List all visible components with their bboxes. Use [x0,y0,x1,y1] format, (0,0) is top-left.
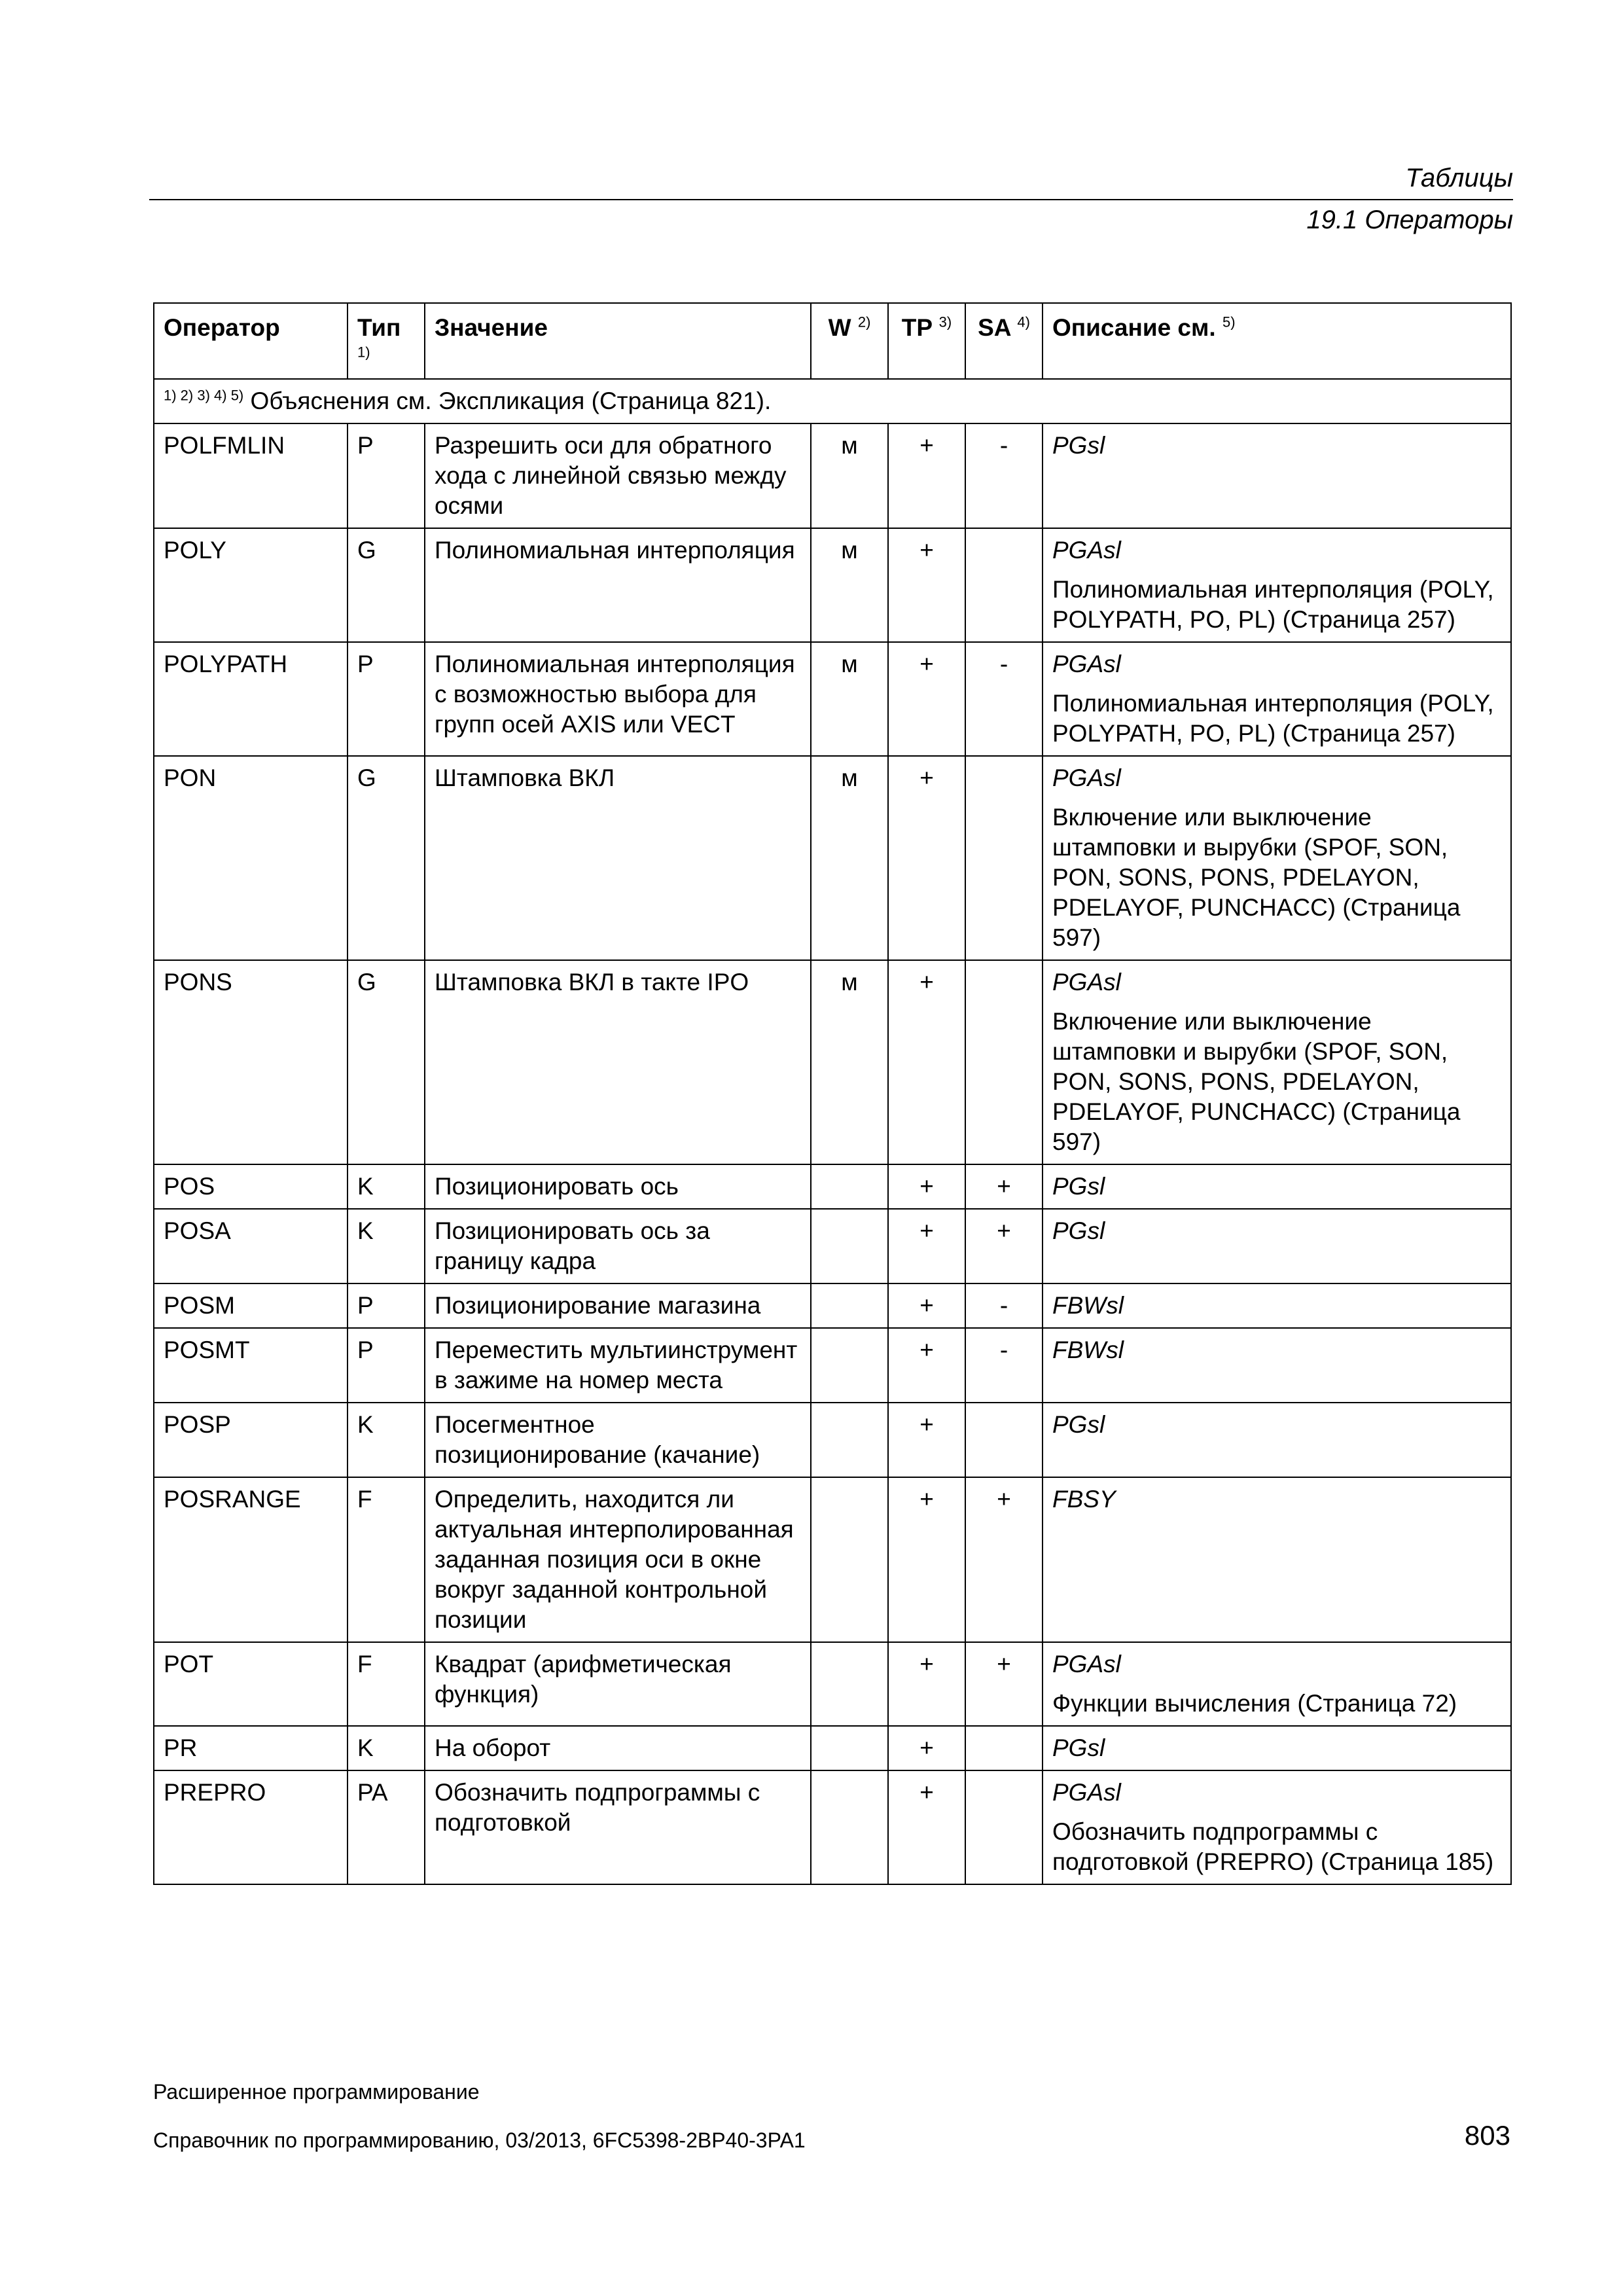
cell-w [811,1477,888,1642]
footer-manual-info: Справочник по программированию, 03/2013, 6FC5398-2BP40-3PA1 [153,2128,806,2152]
cell-description [1043,1770,1511,1884]
description-detail-link[interactable]: Обозначить подпрограммы с подготовкой (PREPRO) (Страница 185) [1052,1818,1494,1875]
table-row [154,1642,1511,1726]
cell-type: F [348,1642,425,1726]
cell-description [1043,1328,1511,1403]
description-reference: PGAsl [1052,651,1121,677]
description-detail-link[interactable]: Полиномиальная интерполяция (POLY, POLYPATH, PO, PL) (Страница 257) [1052,690,1494,747]
cell-sa [965,1726,1043,1770]
cell-w [811,1726,888,1770]
cell-w [811,1770,888,1884]
cell-meaning: Определить, находится ли актуальная интерполированная заданная позиция оси в окне вокруг заданной контрольной позиции [425,1477,811,1642]
cell-meaning: Полиномиальная интерполяция с возможностью выбора для групп осей AXIS или VECT [425,642,811,756]
cell-operator: PR [154,1726,348,1770]
cell-description [1043,1403,1511,1477]
cell-tp: + [888,960,965,1164]
cell-tp: + [888,1328,965,1403]
cell-tp: + [888,423,965,528]
table-row [154,423,1511,528]
cell-type: PA [348,1770,425,1884]
description-reference: PGAsl [1052,1651,1121,1677]
col-header-description: Описание см. $^{5)}$ [1043,303,1511,379]
cell-tp: + [888,1209,965,1283]
table-header-row [154,303,1511,379]
description-reference: PGAsl [1052,969,1121,996]
table-row [154,960,1511,1164]
footer-book-title: Расширенное программирование [153,2080,480,2104]
description-reference: PGsl [1052,1734,1105,1761]
operators-table [153,302,1512,1885]
cell-type: P [348,1283,425,1328]
cell-sa [965,756,1043,960]
description-detail-link[interactable]: Включение или выключение штамповки и вырубки (SPOF, SON, PON, SONS, PONS, PDELAYON, PDELAYOF, PUNCHACC) (Страница 597) [1052,1008,1461,1155]
cell-sa: + [965,1477,1043,1642]
cell-meaning: Штамповка ВКЛ в такте IPO [425,960,811,1164]
cell-tp: + [888,1726,965,1770]
cell-description [1043,756,1511,960]
cell-sa [965,528,1043,642]
cell-type: P [348,1328,425,1403]
cell-w [811,1164,888,1209]
header-rule [149,199,1513,200]
col-header-sa: SA $^{4)}$ [965,303,1043,379]
cell-w: м [811,528,888,642]
cell-meaning: Полиномиальная интерполяция [425,528,811,642]
table-row [154,756,1511,960]
cell-description [1043,1164,1511,1209]
cell-description [1043,960,1511,1164]
description-reference: PGsl [1052,1173,1105,1200]
cell-type: K [348,1209,425,1283]
cell-tp: + [888,642,965,756]
cell-operator: POLYPATH [154,642,348,756]
table-note-row [154,379,1511,423]
cell-type: G [348,756,425,960]
description-reference: PGsl [1052,432,1105,459]
col-header-meaning: Значение [425,303,811,379]
cell-meaning: Позиционирование магазина [425,1283,811,1328]
col-header-tp: TP $^{3)}$ [888,303,965,379]
cell-w: м [811,642,888,756]
cell-operator: POLFMLIN [154,423,348,528]
description-reference: PGAsl [1052,537,1121,564]
cell-sa: + [965,1164,1043,1209]
cell-sa: - [965,642,1043,756]
cell-meaning: Штамповка ВКЛ [425,756,811,960]
cell-tp: + [888,528,965,642]
cell-w [811,1403,888,1477]
cell-sa: + [965,1209,1043,1283]
cell-w [811,1642,888,1726]
cell-operator: PONS [154,960,348,1164]
description-reference: FBWsl [1052,1336,1124,1363]
cell-description [1043,1283,1511,1328]
cell-operator: POSMT [154,1328,348,1403]
cell-operator: POSM [154,1283,348,1328]
cell-tp: + [888,1283,965,1328]
cell-type: G [348,528,425,642]
cell-meaning: На оборот [425,1726,811,1770]
table-row [154,1403,1511,1477]
cell-sa [965,1403,1043,1477]
cell-tp: + [888,756,965,960]
cell-operator: POSP [154,1403,348,1477]
cell-operator: PREPRO [154,1770,348,1884]
cell-description [1043,528,1511,642]
cell-description [1043,423,1511,528]
table-row [154,1209,1511,1283]
table-row [154,1328,1511,1403]
cell-tp: + [888,1477,965,1642]
table-row [154,1726,1511,1770]
cell-type: P [348,423,425,528]
cell-sa: - [965,1328,1043,1403]
description-detail-link[interactable]: Функции вычисления (Страница 72) [1052,1690,1457,1717]
cell-w: м [811,960,888,1164]
description-reference: FBSY [1052,1486,1116,1513]
cell-tp: + [888,1164,965,1209]
table-row [154,1283,1511,1328]
cell-description [1043,1209,1511,1283]
cell-type: K [348,1726,425,1770]
cell-operator: POT [154,1642,348,1726]
cell-description [1043,1477,1511,1642]
cell-operator: PON [154,756,348,960]
cell-sa: - [965,1283,1043,1328]
cell-meaning: Позиционировать ось за границу кадра [425,1209,811,1283]
cell-meaning: Обозначить подпрограммы с подготовкой [425,1770,811,1884]
description-reference: PGsl [1052,1217,1105,1244]
cell-w [811,1283,888,1328]
cell-meaning: Переместить мультиинструмент в зажиме на номер места [425,1328,811,1403]
cell-sa [965,960,1043,1164]
table-note: $^{1) 2) 3) 4) 5)}$ Объяснения см. Экспликация (Страница 821). [154,379,1511,423]
cell-meaning: Посегментное позиционирование (качание) [425,1403,811,1477]
description-detail-link[interactable]: Полиномиальная интерполяция (POLY, POLYPATH, PO, PL) (Страница 257) [1052,576,1494,633]
table-row [154,1770,1511,1884]
cell-w [811,1328,888,1403]
cell-tp: + [888,1403,965,1477]
col-header-operator: Оператор [154,303,348,379]
cell-type: P [348,642,425,756]
col-header-type: Тип $^{1)}$ [348,303,425,379]
cell-operator: POS [154,1164,348,1209]
cell-meaning: Позиционировать ось [425,1164,811,1209]
cell-sa: + [965,1642,1043,1726]
cell-type: K [348,1403,425,1477]
cell-tp: + [888,1770,965,1884]
cell-type: F [348,1477,425,1642]
cell-type: G [348,960,425,1164]
cell-description [1043,1642,1511,1726]
subsection-title: 19.1 Операторы [1306,206,1513,234]
cell-meaning: Разрешить оси для обратного хода с линейной связью между осями [425,423,811,528]
table-body [154,423,1511,1884]
table-row [154,642,1511,756]
col-header-w: W $^{2)}$ [811,303,888,379]
cell-w: м [811,423,888,528]
description-reference: PGAsl [1052,1779,1121,1806]
cell-operator: POSA [154,1209,348,1283]
page-number: 803 [1464,2120,1510,2151]
description-reference: PGAsl [1052,764,1121,791]
cell-description [1043,642,1511,756]
cell-operator: POSRANGE [154,1477,348,1642]
cell-description [1043,1726,1511,1770]
cell-w [811,1209,888,1283]
cell-sa: - [965,423,1043,528]
table-row [154,528,1511,642]
cell-meaning: Квадрат (арифметическая функция) [425,1642,811,1726]
cell-type: K [348,1164,425,1209]
description-detail-link[interactable]: Включение или выключение штамповки и вырубки (SPOF, SON, PON, SONS, PONS, PDELAYON, PDELAYOF, PUNCHACC) (Страница 597) [1052,804,1461,951]
cell-sa [965,1770,1043,1884]
table-row [154,1477,1511,1642]
description-reference: FBWsl [1052,1292,1124,1319]
section-title: Таблицы [1405,164,1513,192]
cell-w: м [811,756,888,960]
cell-operator: POLY [154,528,348,642]
cell-tp: + [888,1642,965,1726]
description-reference: PGsl [1052,1411,1105,1438]
table-row [154,1164,1511,1209]
